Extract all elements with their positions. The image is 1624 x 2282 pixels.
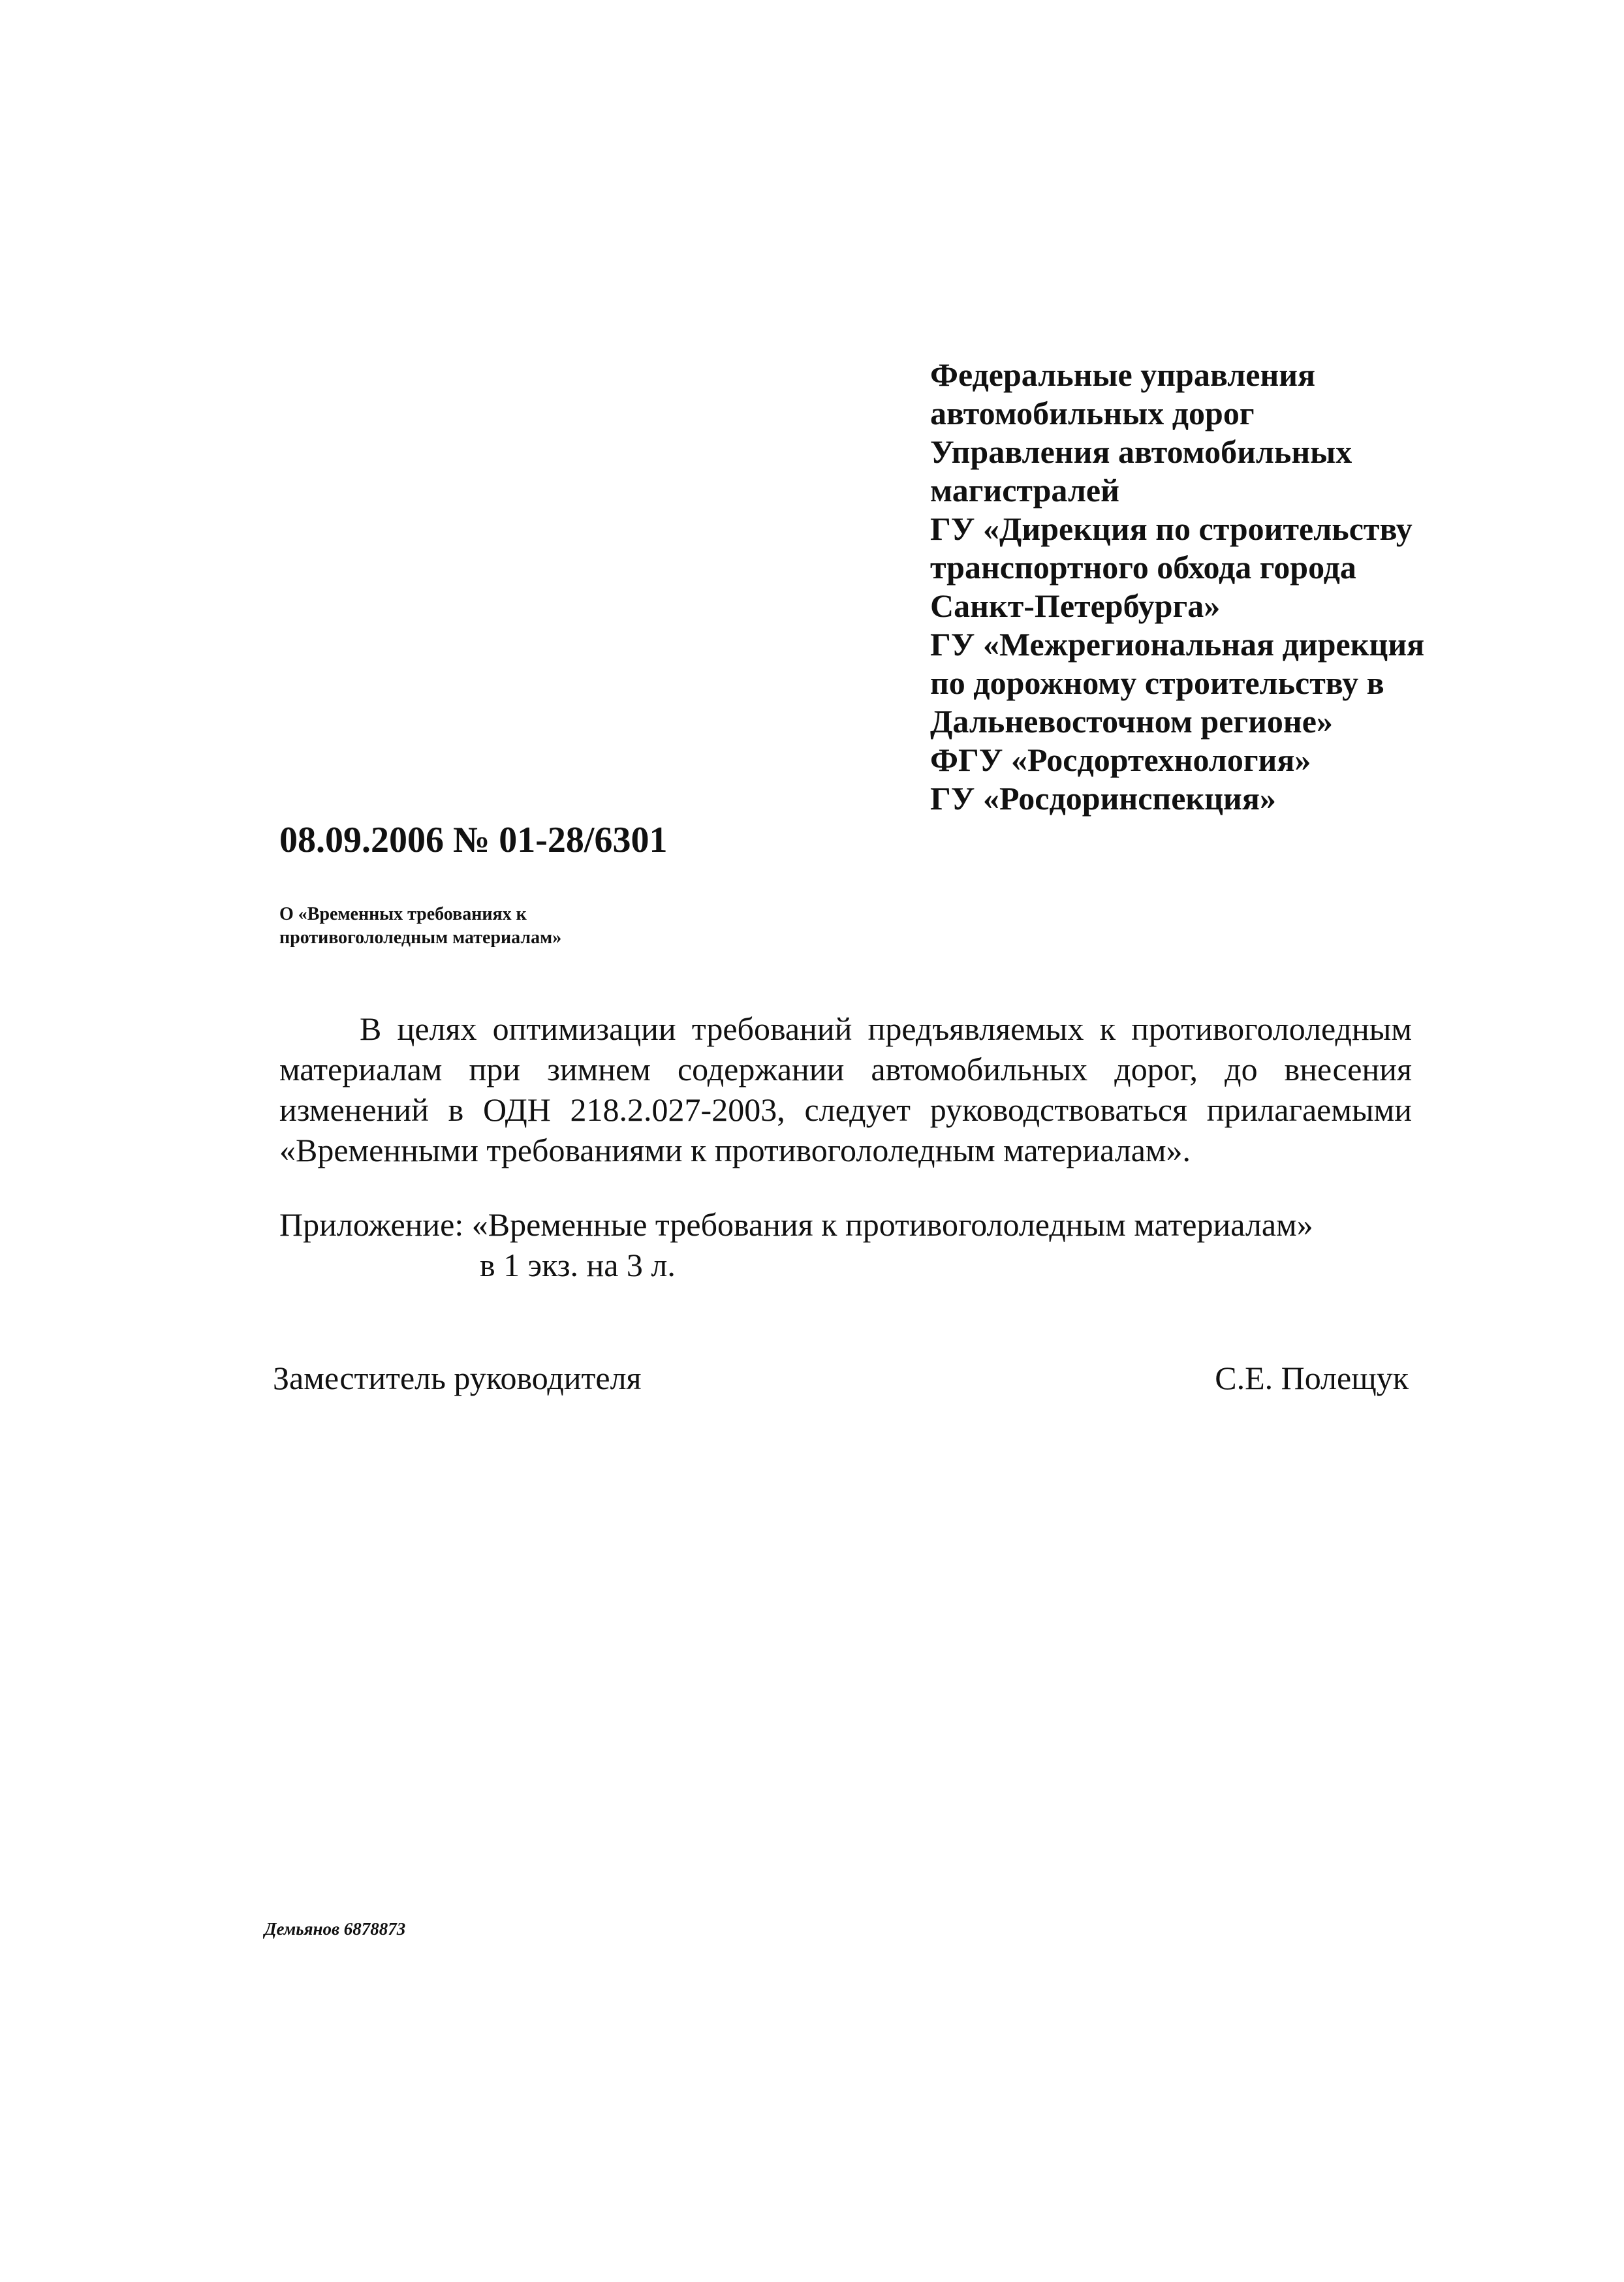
addressee-line: транспортного обхода города [930, 549, 1356, 586]
subject-line: противогололедным материалам» [279, 928, 562, 948]
attachment-block [279, 1204, 1313, 1285]
body-line: материалам при зимнем содержании автомобильных дорог, до внесения [279, 1051, 1412, 1087]
addressee-line: Санкт-Петербурга» [930, 587, 1221, 624]
executor-note: Демьянов 6878873 [264, 1919, 406, 1939]
addressee-line: Федеральные управления [930, 356, 1316, 393]
addressee-line: ФГУ «Росдортехнология» [930, 742, 1311, 778]
addressee-line: Управления автомобильных [930, 433, 1352, 470]
registration-number: 08.09.2006 № 01-28/6301 [279, 820, 668, 860]
addressee-line: ГУ «Росдоринспекция» [930, 780, 1276, 817]
subject-block [279, 903, 561, 950]
attachment-copies: в 1 экз. на 3 л. [480, 1247, 676, 1283]
addressee-line: магистралей [930, 472, 1119, 508]
body-line: изменений в ОДН 218.2.027-2003, следует руководствоваться прилагаемыми [279, 1091, 1412, 1128]
body-line: «Временными требованиями к противогололедным материалам». [279, 1132, 1191, 1168]
addressee-block [930, 356, 1518, 818]
signer-position: Заместитель руководителя [273, 1360, 642, 1396]
attachment-line: Приложение: «Временные требования к противогололедным материалам» [279, 1206, 1313, 1243]
addressee-line: по дорожному строительству в [930, 664, 1384, 701]
body-paragraph [279, 1008, 1412, 1170]
addressee-line: ГУ «Межрегиональная дирекция [930, 626, 1425, 663]
addressee-line: автомобильных дорог [930, 395, 1255, 431]
subject-line: О «Временных требованиях к [279, 904, 527, 924]
body-line: В целях оптимизации требований предъявляемых к противогололедным [360, 1010, 1412, 1047]
signer-name: С.Е. Полещук [1215, 1360, 1409, 1396]
addressee-line: Дальневосточном регионе» [930, 703, 1333, 740]
addressee-line: ГУ «Дирекция по строительству [930, 510, 1413, 547]
signature-row [273, 1359, 1409, 1405]
